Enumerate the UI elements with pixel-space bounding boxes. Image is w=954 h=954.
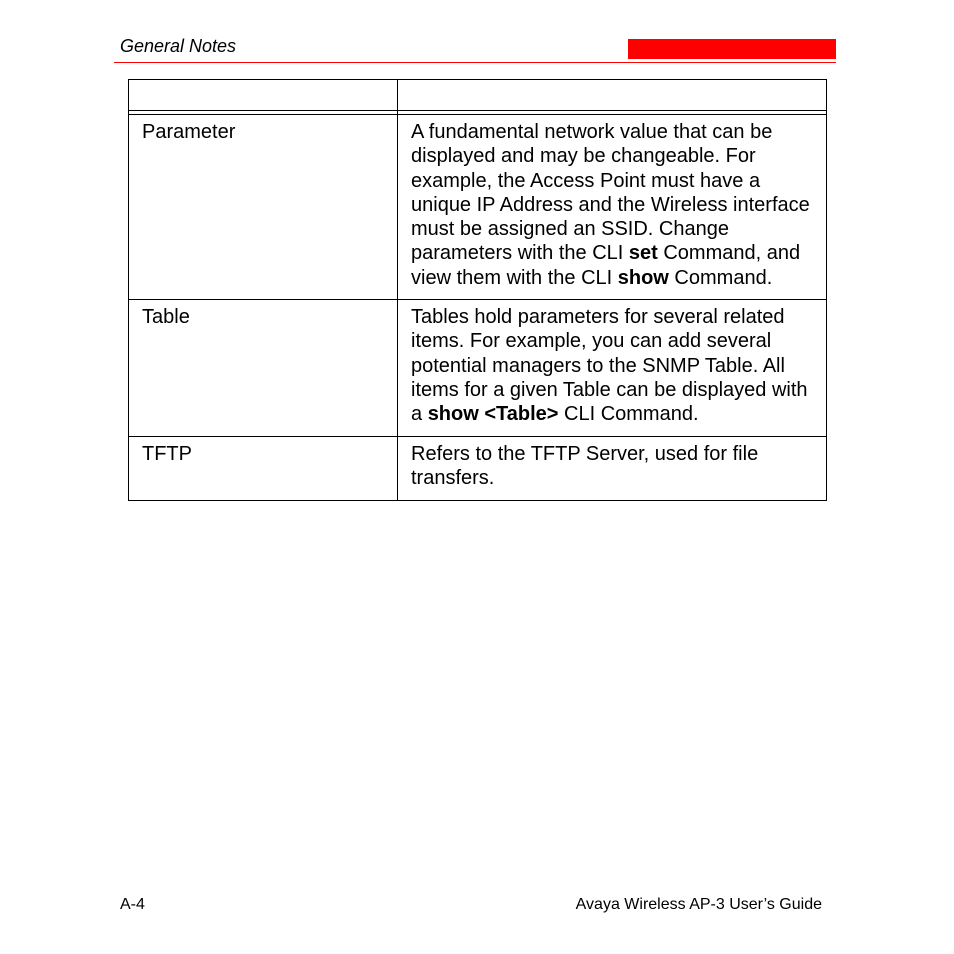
glossary-term: Table [129, 300, 398, 436]
table-header-row [129, 80, 827, 111]
command-keyword: set [628, 242, 658, 265]
guide-title: Avaya Wireless AP-3 User’s Guide [575, 896, 822, 913]
glossary-definition: Tables hold parameters for several related items. For example, you can add several potential managers to the SNMP Table. All items for a given Table can be displayed with a show <Table> CLI Command. [398, 300, 827, 436]
table-row [129, 115, 827, 300]
command-keyword: show <Table> [427, 403, 559, 426]
command-keyword: show [617, 266, 669, 289]
table-row [129, 300, 827, 436]
glossary-definition: Refers to the TFTP Server, used for file transfers. [398, 436, 827, 501]
running-header-title: General Notes [120, 36, 237, 56]
page-number: A-4 [120, 896, 145, 913]
table-header-cell-term [129, 80, 398, 111]
header-rule [114, 62, 836, 63]
table-row [129, 436, 827, 501]
glossary-term: TFTP [129, 436, 398, 501]
glossary-table [128, 79, 827, 501]
header-accent-bar [628, 39, 836, 59]
glossary-definition: A fundamental network value that can be displayed and may be changeable. For example, the Access Point must have a unique IP Address and the Wireless interface must be assigned an SSID. Change parameters with the CLI set Command, and view them with the CLI show Command. [398, 115, 827, 300]
glossary-term: Parameter [129, 115, 398, 300]
table-header-cell-definition [398, 80, 827, 111]
